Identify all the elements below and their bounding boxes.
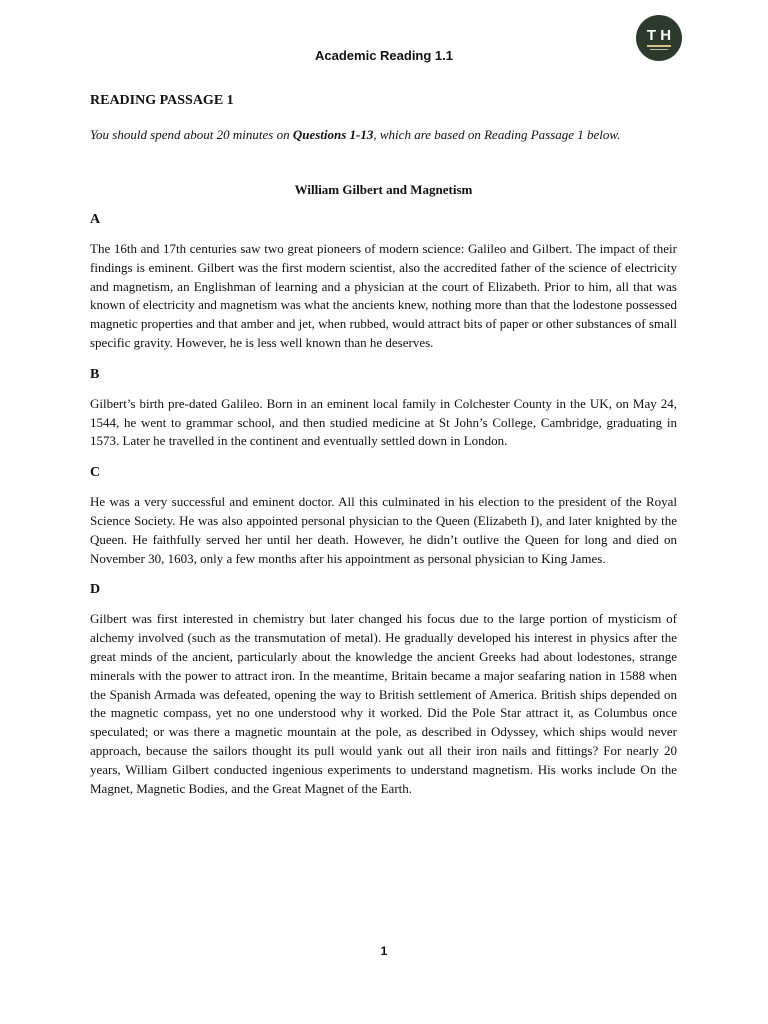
section-d [90,581,677,798]
page-number: 1 [380,944,388,958]
logo-underline [647,45,671,47]
section-a [90,211,677,353]
section-paragraph: He was a very successful and eminent doctor. All this culminated in his election to the president of the Royal Science Society. He was also appointed personal physician to the Queen (Elizabeth I), and later knighted by the Queen. He faithfully served her until her death. However, he didn’t outlive the Queen for long and died on November 30, 1603, only a few months after his appointment as personal physician to King James. [90,494,677,566]
section-paragraph: Gilbert was first interested in chemistry but later changed his focus due to the large portion of mysticism of alchemy involved (such as the transmutation of metal). He gradually developed his interest in physics after the great minds of the ancient, particularly about the knowledge the ancient Greeks had about lodestones, strange minerals with the power to attract iron. In the meantime, Britain became a major seafaring nation in 1588 when the Spanish Armada was defeated, opening the way to British settlement of America. British ships depended on the magnetic compass, yet no one understood why it worked. Did the Pole Star attract it, as Columbus once speculated; or was there a magnetic mountain at the pole, as described in Odyssey, which ships would never approach, because the sailors thought its pull would yank out all their iron nails and fittings? For nearly 20 years, William Gilbert conducted ingenious experiments to understand magnetism. His works include On the Magnet, Magnetic Bodies, and the Great Magnet of the Earth. [90,611,677,796]
instruction-post: , which are based on Reading Passage 1 below. [373,127,621,142]
section-letter: C [90,465,101,481]
instruction-pre: You should spend about 20 minutes on [90,127,293,142]
section-paragraph: Gilbert’s birth pre-dated Galileo. Born in an eminent local family in Colchester County in the UK, on May 24, 1544, he went to grammar school, and then studied medicine at St John’s College, Cambridge, graduating in 1573. Later he travelled in the continent and eventually settled down in London. [90,395,677,449]
section-c [90,464,677,568]
section-letter: B [90,366,100,382]
logo-text: T H [646,27,672,44]
instruction-questions: Questions 1-13 [292,127,374,142]
document-header: Academic Reading 1.1 [315,48,453,63]
article-title: William Gilbert and Magnetism [294,182,473,197]
section-b [90,366,677,451]
section-paragraph: The 16th and 17th centuries saw two great pioneers of modern science: Galileo and Gilbert. The impact of their findings is eminent. Gilbert was the first modern scientist, also the accredited father of the science of electricity and magnetism, an Englishman of learning and a physician at the court of Elizabeth. Prior to him, all that was known of electricity and magnetism was what the ancients knew, nothing more than that the lodestone possessed magnetic properties and that amber and jet, when rubbed, would attract bits of paper or other substances of small specific gravity. However, he is less well known than he deserves. [90,241,677,350]
document-body [90,92,677,798]
passage-instruction [90,126,677,143]
section-letter: D [90,582,101,598]
passage-title: READING PASSAGE 1 [90,93,234,108]
section-letter: A [90,212,101,227]
